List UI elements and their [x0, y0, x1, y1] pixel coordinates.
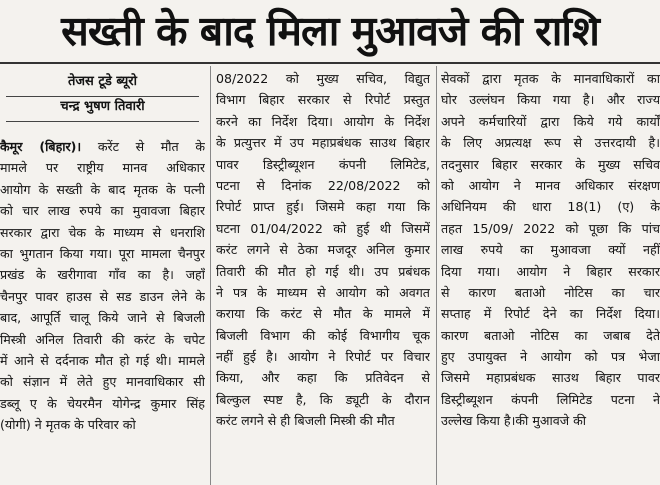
text-line: पटना से दिनांक 22/08/2022 को [216, 177, 430, 193]
text-line: 08/2022 को मुख्य सचिव, विद्युत [216, 71, 430, 86]
text-line: बिल्कुल स्पष्ट है, कि ड्यूटी के दौरान [216, 391, 430, 407]
text-line: पावर डिस्ट्रीब्यूशन कंपनी लिमिटेड, [216, 156, 430, 172]
text-line: बाद, आपूर्ति चालू किये जाने से बिजली [0, 310, 205, 326]
column-1-text [0, 136, 205, 435]
text-line: करंट लगने से ठेका मजदूर अनिल कुमार [216, 242, 430, 258]
column-divider [436, 66, 437, 485]
dateline-rest: करेंट से मौत के [81, 139, 205, 154]
column-3-text [441, 68, 660, 432]
text-line: नहीं हुई है। आयोग ने रिपोर्ट पर विचार [216, 349, 430, 365]
byline-bureau: तेजस टूडे ब्यूरो [68, 74, 137, 89]
text-line: डिस्ट्रीब्यूशन कंपनी लिमिटेड पटना ने [441, 391, 660, 407]
column-2 [216, 66, 430, 485]
text-line: अधिनियम की धारा 18(1) (ए) के [441, 199, 660, 215]
text-line: सेवकों द्वारा मृतक के मानवाधिकारों का [441, 71, 660, 86]
text-line: को चार लाख रुपये का मुवावजा बिहार [0, 203, 205, 219]
text-line: करने का निर्देश दिया। आयोग के निर्देश [216, 113, 430, 129]
text-line: जिसमे महाप्रबंधक साउथ बिहार पावर [441, 370, 660, 386]
byline-reporter: चन्द्र भुषण तिवारी [60, 99, 145, 114]
text-line: तिवारी की मौत हो गई थी। उप प्रबंधक [216, 263, 430, 279]
text-line: से कारण बताओ नोटिस का चार [441, 284, 660, 300]
text-line: आयोग के सख्ती के बाद मृतक के पत्नी [0, 181, 205, 197]
text-line: (योगी) ने मृतक के परिवार को [0, 417, 136, 433]
text-line: करंट लगने से ही बिजली मिस्त्री की मौत [216, 413, 395, 429]
text-line: मामले पर राष्ट्रीय मानव अधिकार [0, 160, 205, 176]
text-line: रिपोर्ट प्राप्त हुई। जिसमे कहा गया कि [216, 199, 430, 215]
byline-divider [6, 121, 199, 122]
text-line: तदनुसार बिहार सरकार के मुख्य सचिव [441, 156, 660, 172]
text-line: घोर उल्लंघन किया गया है। और राज्य [441, 92, 660, 108]
text-line: चैनपुर पावर हाउस से सड डाउन लेने के [0, 288, 205, 304]
dateline-place: कैमूर (बिहार)। [0, 139, 82, 154]
text-line: के प्रत्युत्तर में उप महाप्रबंधक साउथ बिहार [216, 135, 430, 151]
text-line: में आने से दर्दनाक मौत हो गई थी। मामले [0, 352, 205, 368]
column-1 [0, 66, 205, 485]
text-line [0, 136, 205, 157]
text-line: तहत 15/09/ 2022 को पूछा कि पांच [441, 220, 660, 236]
text-line: किया, और कहा कि प्रतिवेदन से [216, 370, 430, 386]
text-line: उल्लेख किया है।की मुआवजे की [441, 413, 587, 429]
text-line: लाख रुपये का मुआवजा क्यों नहीं [441, 242, 660, 258]
headline-rule [0, 62, 660, 64]
text-line: हुए उपायुक्त ने आयोग को पत्र भेजा [441, 349, 660, 365]
text-line: घटना 01/04/2022 को हुई थी जिसमें [216, 220, 430, 236]
text-line: कराया कि करंट से मौत के मामले में [216, 306, 430, 322]
text-line: प्रखंड के खरीगावा गाँव का है। जहाँ [0, 267, 205, 283]
text-line: सप्ताह में रिपोर्ट देने का निर्देश दिया। [441, 306, 660, 322]
text-line: ने पत्र के माध्यम से आयोग को अवगत [216, 284, 430, 300]
column-3 [441, 66, 660, 485]
column-divider [210, 66, 211, 485]
text-line: को संज्ञान में लेते हुए मानवाधिकार सी [0, 374, 205, 390]
text-line: विभाग बिहार सरकार से रिपोर्ट प्रस्तुत [216, 92, 430, 108]
text-line: मिस्त्री अनिल तिवारी की करंट के चपेट [0, 331, 205, 347]
text-line: के लिए अप्रत्यक्ष रूप से उत्तरदायी है। [441, 135, 660, 151]
text-line: डब्लू ए के चेयरमैन योगेन्द्र कुमार सिंह [0, 395, 205, 411]
text-line: दिया गया। आयोग ने बिहार सरकार [441, 263, 660, 279]
text-line: अपने कर्मचारियों द्वारा किये गये कार्यों [441, 113, 660, 129]
column-2-text [216, 68, 430, 432]
text-line: का भुगतान किया गया। पूरा मामला चैनपुर [0, 245, 205, 261]
text-line: सरकार द्वारा चेक के माध्यम से धनराशि [0, 224, 205, 240]
text-line: को आयोग ने मानव अधिकार संरक्षण [441, 177, 660, 193]
text-line: कारण बताओ नोटिस का जबाब देते [441, 327, 660, 343]
headline: सख्ती के बाद मिला मुआवजे की राशि [61, 7, 599, 55]
text-line: बिजली विभाग की कोई विभागीय चूक [216, 327, 430, 343]
